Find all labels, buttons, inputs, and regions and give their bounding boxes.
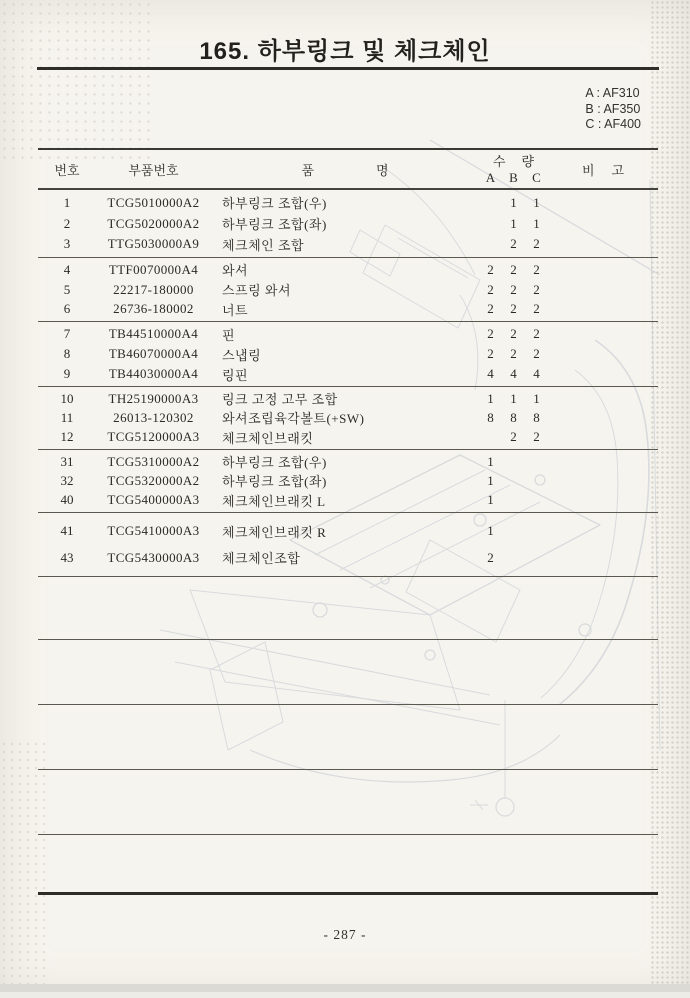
- row-no: 31: [60, 453, 74, 469]
- row-no: 32: [60, 472, 74, 488]
- table-row: [38, 193, 658, 213]
- qty-b: 1: [510, 194, 517, 210]
- table-group: [38, 513, 658, 577]
- header-remark: [548, 150, 658, 188]
- table-row: [38, 491, 658, 510]
- header-name: [211, 150, 479, 188]
- header-qty: [479, 150, 548, 188]
- table-row: [38, 214, 658, 234]
- qty-a: 8: [487, 409, 494, 425]
- part-name: 체크체인조합: [222, 551, 301, 567]
- header-qty-c: C: [532, 170, 541, 185]
- table-group: [38, 322, 658, 387]
- qty-a: 1: [487, 472, 494, 488]
- part-name: 하부링크 조합(우): [222, 455, 327, 471]
- part-name: 스냅링: [222, 347, 262, 363]
- qty-c: 1: [533, 215, 540, 231]
- qty-b: 1: [510, 215, 517, 231]
- row-no: 40: [60, 492, 74, 508]
- scan-bottom-band-light: [0, 992, 690, 998]
- qty-a: 1: [487, 390, 494, 406]
- title-underline: [37, 67, 659, 70]
- qty-c: 2: [533, 301, 540, 317]
- row-no: 7: [63, 326, 71, 341]
- table-row: [38, 280, 658, 300]
- table-row: [38, 324, 658, 344]
- table-row: [38, 408, 658, 427]
- row-no: 1: [63, 194, 71, 210]
- table-group: [38, 258, 658, 322]
- legend-line-a: A : AF310: [585, 86, 640, 100]
- row-no: 10: [60, 390, 74, 406]
- part-number: TCG5410000A3: [107, 523, 200, 539]
- header-qty-b: B: [509, 170, 518, 185]
- table-group: [38, 450, 658, 513]
- qty-c: 2: [533, 429, 540, 445]
- model-legend: [585, 86, 641, 133]
- qty-a: 1: [487, 523, 494, 539]
- table-group: [38, 190, 658, 258]
- part-name: 체크체인브래킷: [222, 430, 314, 446]
- part-number: TH25190000A3: [108, 390, 199, 406]
- qty-a: 2: [487, 281, 494, 297]
- row-no: 43: [60, 549, 74, 565]
- row-no: 41: [60, 523, 74, 539]
- qty-b: 2: [510, 301, 517, 317]
- header-remark-left: 비: [581, 162, 595, 178]
- part-name: 링크 고정 고무 조합: [222, 392, 338, 408]
- qty-a: 2: [487, 549, 494, 565]
- table-row: [38, 260, 658, 280]
- row-no: 8: [63, 346, 71, 361]
- part-number: TTF0070000A4: [108, 261, 199, 277]
- qty-c: 2: [533, 281, 540, 297]
- row-no: 11: [60, 409, 74, 425]
- part-number: TB46070000A4: [108, 346, 199, 361]
- legend-line-b: B : AF350: [585, 101, 641, 116]
- qty-a: 2: [487, 346, 494, 361]
- header-remark-right: 고: [611, 162, 625, 178]
- part-name: 하부링크 조합(좌): [222, 217, 327, 232]
- part-name: 하부링크 조합(우): [222, 196, 327, 212]
- table-row: [38, 389, 658, 408]
- header-name-left: 품: [301, 162, 314, 178]
- part-number: 22217-180000: [113, 281, 194, 297]
- part-number: TB44510000A4: [108, 326, 199, 341]
- scan-bottom-band: [0, 984, 690, 992]
- part-number: TTG5030000A9: [107, 236, 200, 252]
- qty-a: 2: [487, 326, 494, 341]
- empty-ruled-row: [38, 577, 658, 640]
- header-qty-a: A: [485, 170, 496, 185]
- table-row: [38, 234, 658, 254]
- table-row: [38, 452, 658, 471]
- table-row: [38, 344, 658, 364]
- part-name: 너트: [222, 302, 249, 318]
- qty-a: 2: [487, 261, 494, 277]
- qty-c: 4: [533, 366, 540, 381]
- part-name: 체크체인 조합: [222, 237, 305, 253]
- qty-b: 2: [510, 429, 517, 445]
- table-bottom-rule-row: [38, 835, 658, 895]
- part-name: 체크체인브래킷 R: [222, 524, 327, 540]
- empty-ruled-row: [38, 770, 658, 835]
- part-name: 핀: [222, 327, 236, 343]
- header-qty-word: [479, 151, 548, 170]
- header-qty-right: 량: [521, 154, 535, 169]
- page-title: 165. 하부링크 및 체크체인: [199, 38, 491, 65]
- qty-c: 8: [533, 409, 540, 425]
- part-name: 스프링 와셔: [222, 283, 292, 298]
- part-number: 26013-120302: [113, 409, 194, 425]
- qty-c: 1: [533, 194, 540, 210]
- qty-a: 2: [487, 301, 494, 317]
- table-row: [38, 428, 658, 447]
- part-name: 하부링크 조합(좌): [222, 474, 327, 490]
- part-number: TCG5310000A2: [107, 453, 200, 469]
- page-number: - 287 -: [323, 927, 367, 942]
- row-no: 9: [63, 366, 71, 381]
- qty-b: 2: [510, 236, 517, 252]
- qty-b: 2: [510, 261, 517, 277]
- qty-c: 2: [533, 236, 540, 252]
- part-number: TB44030000A4: [108, 366, 199, 381]
- legend-line-c: C : AF400: [585, 117, 641, 131]
- header-qty-left: 수: [492, 154, 506, 169]
- header-name-right: 명: [376, 162, 389, 178]
- part-number: TCG5400000A3: [107, 492, 200, 508]
- row-no: 5: [63, 281, 71, 297]
- header-part-no: 부품번호: [128, 162, 179, 178]
- table-row: [38, 299, 658, 319]
- header-no: 번호: [54, 162, 80, 178]
- qty-b: 2: [510, 346, 517, 361]
- header-qty-columns: [479, 170, 548, 188]
- scan-edge-texture-top-left: [0, 0, 150, 160]
- qty-b: 4: [510, 366, 517, 381]
- part-name: 링핀: [222, 367, 249, 383]
- table-row: [38, 364, 658, 384]
- empty-ruled-row: [38, 705, 658, 770]
- part-number: TCG5120000A3: [107, 429, 200, 445]
- qty-b: 2: [510, 326, 517, 341]
- qty-b: 8: [510, 409, 517, 425]
- part-name: 와셔조립육각볼트(+SW): [222, 411, 365, 427]
- part-number: TCG5430000A3: [107, 549, 200, 565]
- part-number: 26736-180002: [113, 301, 194, 317]
- table-row: [38, 548, 658, 568]
- parts-table-body: [38, 190, 658, 577]
- row-no: 6: [63, 301, 71, 317]
- row-no: 3: [63, 236, 71, 252]
- table-group: [38, 387, 658, 450]
- qty-a: 4: [487, 366, 494, 381]
- table-row: [38, 521, 658, 541]
- part-number: TCG5020000A2: [107, 215, 200, 231]
- qty-b: 1: [510, 390, 517, 406]
- part-number: TCG5010000A2: [107, 194, 200, 210]
- qty-a: 1: [487, 492, 494, 508]
- qty-c: 1: [533, 390, 540, 406]
- qty-c: 2: [533, 326, 540, 341]
- parts-table: [38, 148, 658, 895]
- row-no: 4: [63, 261, 71, 277]
- empty-ruled-row: [38, 640, 658, 705]
- table-row: [38, 471, 658, 490]
- qty-c: 2: [533, 261, 540, 277]
- qty-b: 2: [510, 281, 517, 297]
- qty-a: 1: [487, 453, 494, 469]
- part-name: 체크체인브래킷 L: [222, 493, 326, 509]
- qty-c: 2: [533, 346, 540, 361]
- row-no: 12: [60, 429, 74, 445]
- part-name: 와셔: [222, 263, 249, 279]
- part-number: TCG5320000A2: [107, 472, 200, 488]
- row-no: 2: [63, 215, 71, 231]
- table-header: [38, 150, 658, 190]
